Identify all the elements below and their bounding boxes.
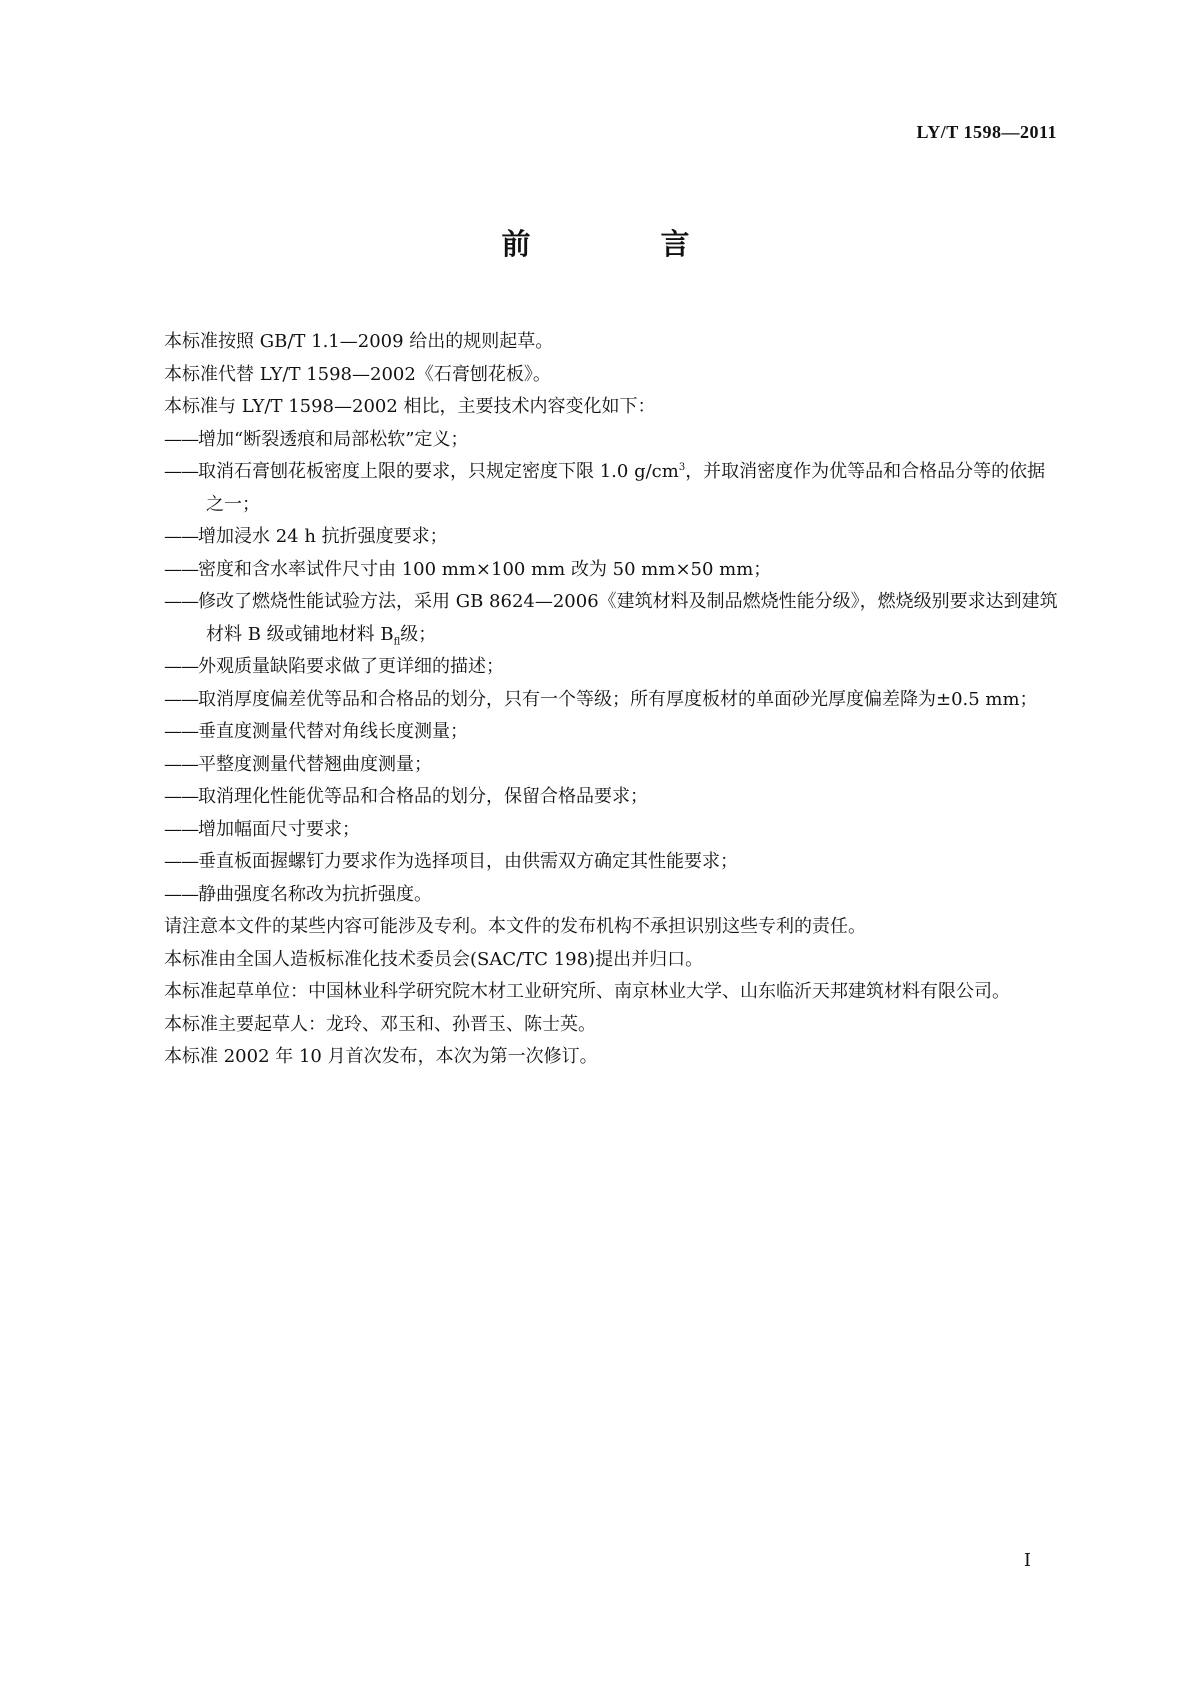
paragraph: 本标准代替 LY/T 1598—2002《石膏刨花板》。	[164, 363, 551, 385]
subscript: fl	[393, 636, 401, 648]
paragraph: 请注意本文件的某些内容可能涉及专利。本文件的发布机构不承担识别这些专利的责任。	[164, 916, 866, 937]
document-body	[120, 326, 1060, 1074]
list-item-text: 增加“断裂透痕和局部松软”定义；	[198, 428, 469, 450]
list-item-text: 级；	[400, 623, 437, 645]
list-item	[120, 781, 1060, 814]
dash-marker: ——	[164, 558, 198, 580]
dash-marker: ——	[164, 688, 198, 710]
list-item-text: 垂直度测量代替对角线长度测量；	[198, 721, 468, 742]
dash-marker: ——	[164, 883, 198, 905]
list-item-text: 增加幅面尺寸要求；	[198, 818, 360, 840]
paragraph: 本标准起草单位：中国林业科学研究院木材工业研究所、南京林业大学、山东临沂天邦建筑材料有限公司。	[164, 981, 1010, 1002]
list-item-text: 静曲强度名称改为抗折强度。	[198, 883, 432, 905]
list-item	[120, 456, 1060, 521]
list-item	[120, 586, 1060, 651]
list-item	[120, 879, 1060, 912]
dash-marker: ——	[164, 851, 198, 872]
dash-marker: ——	[164, 753, 198, 775]
dash-marker: ——	[164, 526, 198, 547]
dash-marker: ——	[164, 721, 198, 742]
list-item-text: 取消厚度偏差优等品和合格品的划分，只有一个等级；所有厚度板材的单面砂光厚度偏差降为±0.5 mm；	[198, 688, 1038, 710]
list-item	[120, 424, 1060, 457]
dash-marker: ——	[164, 591, 198, 612]
list-item-text: 外观质量缺陷要求做了更详细的描述；	[198, 656, 504, 677]
list-item	[120, 554, 1060, 587]
paragraph: 本标准 2002 年 10 月首次发布，本次为第一次修订。	[164, 1046, 598, 1067]
page-number: I	[1023, 1550, 1031, 1571]
list-item-text: ，并取消密度作为优等品和合格品分等的依据之一；	[206, 461, 1046, 515]
dash-marker: ——	[164, 656, 198, 677]
paragraph: 本标准按照 GB/T 1.1—2009 给出的规则起草。	[164, 331, 554, 352]
superscript: 3	[678, 462, 686, 473]
dash-marker: ——	[164, 818, 198, 840]
paragraph: 本标准由全国人造板标准化技术委员会(SAC/TC 198)提出并归口。	[164, 948, 704, 970]
list-item-text: 取消石膏刨花板密度上限的要求，只规定密度下限 1.0 g/cm	[198, 461, 679, 482]
list-item-text: 取消理化性能优等品和合格品的划分，保留合格品要求；	[198, 786, 648, 807]
list-item	[120, 846, 1060, 879]
list-item	[120, 716, 1060, 749]
list-item	[120, 651, 1060, 684]
list-item	[120, 684, 1060, 717]
list-item	[120, 521, 1060, 554]
dash-marker: ——	[164, 786, 198, 807]
paragraph: 本标准主要起草人：龙玲、邓玉和、孙晋玉、陈士英。	[164, 1013, 596, 1035]
list-item	[120, 749, 1060, 782]
list-item-text: 增加浸水 24 h 抗折强度要求；	[198, 526, 448, 547]
list-item-text: 密度和含水率试件尺寸由 100 mm×100 mm 改为 50 mm×50 mm；	[198, 558, 772, 580]
list-item	[120, 814, 1060, 847]
standard-code: LY/T 1598—2011	[916, 122, 1057, 142]
list-item-text: 修改了燃烧性能试验方法，采用 GB 8624—2006《建筑材料及制品燃烧性能分级》，燃烧级别要求达到建筑材料 B 级或铺地材料 B	[198, 591, 1058, 645]
page-title: 前 言	[501, 227, 750, 261]
list-item-text: 垂直板面握螺钉力要求作为选择项目，由供需双方确定其性能要求；	[198, 851, 738, 872]
list-item-text: 平整度测量代替翘曲度测量；	[198, 753, 432, 775]
paragraph: 本标准与 LY/T 1598—2002 相比，主要技术内容变化如下：	[164, 396, 656, 417]
dash-marker: ——	[164, 461, 198, 482]
dash-marker: ——	[164, 428, 198, 450]
